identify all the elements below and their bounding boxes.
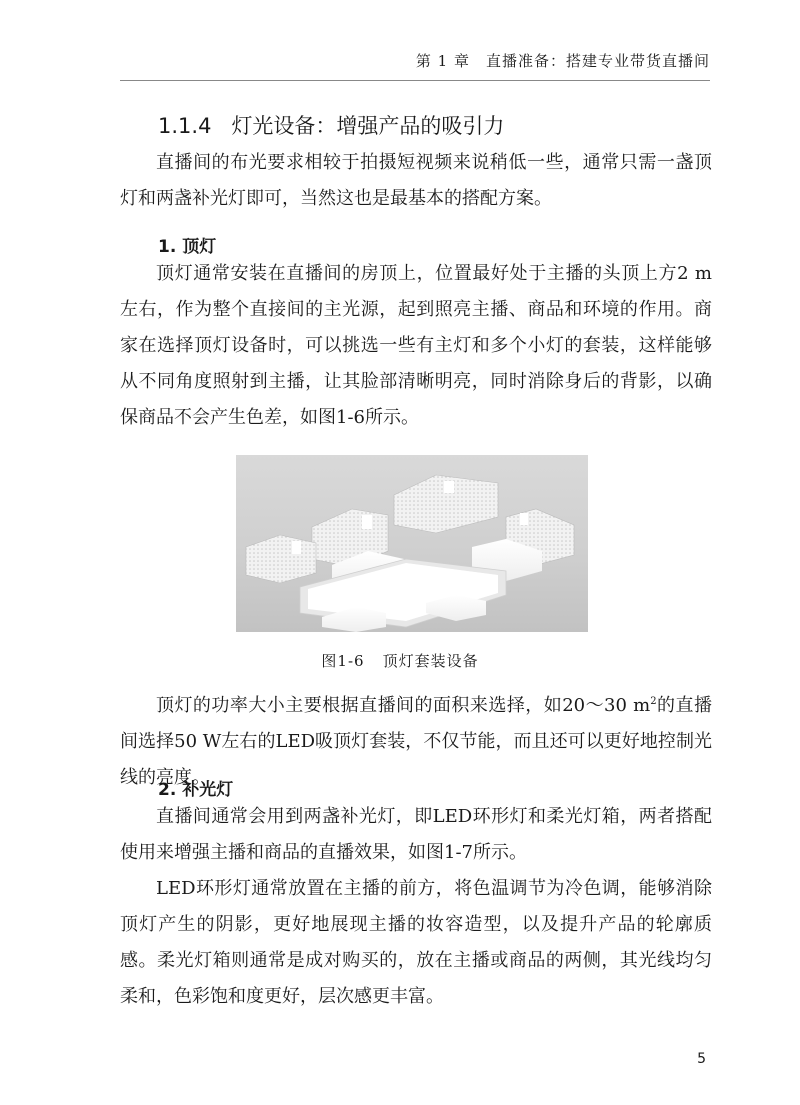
superscript-square: 2: [650, 696, 657, 707]
power-text-part2: 的直播间选择50 W左右的LED吸顶灯套装，不仅节能，而且还可以更好地控制光线的亮度。: [120, 695, 712, 788]
fill-light-detail-paragraph: LED环形灯通常放置在主播的前方，将色温调节为冷色调，能够消除顶灯产生的阴影，更好地展现主播的妆容造型，以及提升产品的轮廓质感。柔光灯箱则通常是成对购买的，放在主播或商品的两侧，其光线均匀柔和，色彩饱和度更好，层次感更丰富。: [120, 878, 712, 1007]
power-text-part1: 顶灯的功率大小主要根据直播间的面积来选择，如20～30 m: [156, 695, 651, 716]
running-title: 第 1 章 直播准备：搭建专业带货直播间: [415, 52, 710, 70]
intro-paragraph: 直播间的布光要求相较于拍摄短视频来说稍低一些，通常只需一盏顶灯和两盏补光灯即可，当然这也是最基本的搭配方案。: [120, 152, 712, 209]
running-header: [120, 50, 710, 81]
subheading-fill-light: 2. 补光灯: [158, 780, 234, 800]
ceiling-light-illustration: [236, 455, 588, 632]
section-number: 1.1.4: [158, 114, 212, 138]
figure-caption-text: 顶灯套装设备: [382, 652, 479, 670]
ceiling-light-paragraph: 顶灯通常安装在直播间的房顶上，位置最好处于主播的头顶上方2 m左右，作为整个直接间的主光源，起到照亮主播、商品和环境的作用。商家在选择顶灯设备时，可以挑选一些有主灯和多个小灯的套装，这样能够从不同角度照射到主播，让其脸部清晰明亮，同时消除身后的背影，以确保商品不会产生色差，如图1-6所示。: [120, 263, 712, 428]
figure-caption: [0, 650, 800, 671]
lamp-far-left: [246, 535, 316, 583]
page-number: 5: [697, 1051, 706, 1067]
section-title-text: 灯光设备：增强产品的吸引力: [231, 114, 505, 138]
subheading-ceiling-light: 1. 顶灯: [158, 237, 217, 257]
section-title: [158, 110, 504, 140]
fill-light-paragraph: 直播间通常会用到两盏补光灯，即LED环形灯和柔光灯箱，两者搭配使用来增强主播和商品的直播效果，如图1-7所示。: [120, 806, 712, 863]
lamp-top-center: [394, 475, 498, 533]
figure-number: 图1-6: [321, 652, 365, 670]
ceiling-light-figure: [236, 455, 588, 632]
